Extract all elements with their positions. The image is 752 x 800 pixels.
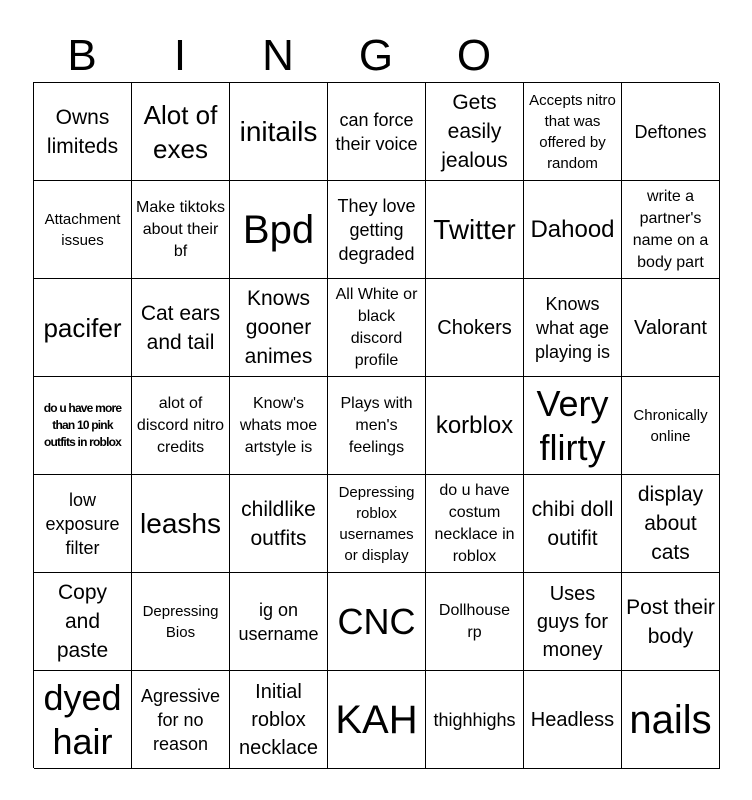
- cell-text: Make tiktoks about their bf: [136, 198, 225, 260]
- bingo-cell[interactable]: [230, 475, 328, 573]
- cell-text: can force their voice: [335, 109, 418, 154]
- header-letter-n: N: [262, 31, 294, 80]
- bingo-cell[interactable]: [132, 279, 230, 377]
- bingo-cell[interactable]: [524, 475, 622, 573]
- bingo-cell[interactable]: [426, 671, 524, 769]
- bingo-cell[interactable]: [34, 377, 132, 475]
- bingo-cell[interactable]: [622, 279, 720, 377]
- bingo-cell[interactable]: [230, 181, 328, 279]
- bingo-cell[interactable]: [426, 377, 524, 475]
- bingo-cell[interactable]: [426, 83, 524, 181]
- bingo-cell[interactable]: [132, 475, 230, 573]
- bingo-cell[interactable]: [328, 573, 426, 671]
- bingo-cell[interactable]: [132, 671, 230, 769]
- bingo-cell[interactable]: [34, 671, 132, 769]
- bingo-cell[interactable]: [230, 83, 328, 181]
- bingo-cell[interactable]: [426, 279, 524, 377]
- bingo-cell[interactable]: [230, 573, 328, 671]
- cell-text: Post their body: [626, 595, 715, 648]
- header-letter-i: I: [173, 31, 187, 80]
- cell-text: Dollhouse rp: [438, 601, 511, 641]
- cell-text: Plays with men's feelings: [340, 394, 413, 456]
- cell-text: childlike outfits: [241, 497, 316, 550]
- cell-text: KAH: [335, 697, 418, 742]
- cell-text: Copy and paste: [56, 581, 109, 662]
- cell-text: ig on username: [238, 599, 319, 644]
- cell-text: All White or black discord profile: [335, 285, 418, 369]
- bingo-cell[interactable]: [524, 279, 622, 377]
- cell-text: Very flirty: [536, 382, 609, 468]
- cell-text: initails: [239, 116, 318, 147]
- cell-text: Chronically online: [633, 406, 708, 445]
- cell-text: chibi doll outifit: [531, 497, 614, 550]
- bingo-cell[interactable]: [132, 181, 230, 279]
- cell-text: pacifer: [43, 312, 122, 343]
- cell-text: write a partner's name on a body part: [632, 187, 709, 271]
- cell-text: CNC: [337, 600, 416, 642]
- cell-text: Agressive for no reason: [140, 685, 221, 754]
- bingo-cell[interactable]: [328, 279, 426, 377]
- bingo-cell[interactable]: [426, 181, 524, 279]
- cell-text: leashs: [140, 508, 221, 539]
- bingo-cell[interactable]: [230, 377, 328, 475]
- bingo-cell[interactable]: [622, 671, 720, 769]
- bingo-cell[interactable]: [328, 181, 426, 279]
- bingo-grid: [33, 82, 719, 768]
- cell-text: Knows what age playing is: [534, 293, 611, 362]
- cell-text: thighhighs: [433, 709, 516, 730]
- cell-text: Depressing roblox usernames or display: [338, 483, 415, 564]
- bingo-cell[interactable]: [328, 83, 426, 181]
- bingo-cell[interactable]: [328, 475, 426, 573]
- cell-text: Uses guys for money: [536, 582, 609, 661]
- cell-text: Gets easily jealous: [441, 91, 508, 172]
- cell-text: do u have costum necklace in roblox: [434, 481, 515, 565]
- cell-text: Chokers: [437, 316, 512, 339]
- cell-text: Cat ears and tail: [140, 301, 221, 354]
- cell-text: Dahood: [530, 215, 615, 243]
- bingo-cell[interactable]: [34, 573, 132, 671]
- cell-text: Twitter: [433, 214, 516, 245]
- bingo-cell[interactable]: [230, 671, 328, 769]
- cell-text: Headless: [530, 708, 615, 731]
- cell-text: Alot of exes: [143, 99, 218, 164]
- bingo-cell[interactable]: [622, 181, 720, 279]
- cell-text: They love getting degraded: [337, 195, 416, 264]
- bingo-cell[interactable]: [34, 83, 132, 181]
- cell-text: Valorant: [633, 316, 707, 339]
- cell-text: Know's whats moe artstyle is: [239, 394, 318, 456]
- bingo-cell[interactable]: [328, 377, 426, 475]
- bingo-cell[interactable]: [622, 475, 720, 573]
- bingo-cell[interactable]: [622, 573, 720, 671]
- cell-text: Initial roblox necklace: [239, 680, 318, 759]
- cell-text: dyed hair: [43, 676, 122, 762]
- cell-text: Accepts nitro that was offered by random: [529, 91, 616, 172]
- cell-text: Bpd: [242, 207, 315, 252]
- bingo-cell[interactable]: [230, 279, 328, 377]
- bingo-cell[interactable]: [34, 181, 132, 279]
- bingo-cell[interactable]: [34, 475, 132, 573]
- cell-text: do u have more than 10 pink outfits in roblox: [43, 401, 122, 449]
- bingo-cell[interactable]: [426, 573, 524, 671]
- cell-text: Attachment issues: [44, 210, 121, 249]
- bingo-cell[interactable]: [132, 83, 230, 181]
- cell-text: korblox: [435, 411, 514, 439]
- bingo-cell[interactable]: [132, 573, 230, 671]
- bingo-cell[interactable]: [524, 83, 622, 181]
- bingo-cell[interactable]: [132, 377, 230, 475]
- cell-text: alot of discord nitro credits: [136, 394, 225, 456]
- bingo-cell[interactable]: [524, 181, 622, 279]
- cell-text: Knows gooner animes: [244, 287, 313, 368]
- cell-text: Depressing Bios: [142, 602, 219, 641]
- bingo-cell[interactable]: [524, 573, 622, 671]
- cell-text: nails: [629, 697, 712, 742]
- cell-text: Deftones: [634, 121, 707, 142]
- bingo-cell[interactable]: [524, 377, 622, 475]
- header-letter-o: O: [456, 31, 492, 80]
- header-letter-b: B: [67, 31, 97, 80]
- header-letter-g: G: [358, 31, 394, 80]
- bingo-header: [33, 30, 719, 82]
- bingo-cell[interactable]: [328, 671, 426, 769]
- bingo-cell[interactable]: [622, 83, 720, 181]
- bingo-cell[interactable]: [524, 671, 622, 769]
- bingo-cell[interactable]: [426, 475, 524, 573]
- cell-text: low exposure filter: [45, 489, 120, 558]
- cell-text: Owns limiteds: [46, 105, 119, 158]
- bingo-cell[interactable]: [34, 279, 132, 377]
- bingo-cell[interactable]: [622, 377, 720, 475]
- cell-text: display about cats: [637, 483, 704, 564]
